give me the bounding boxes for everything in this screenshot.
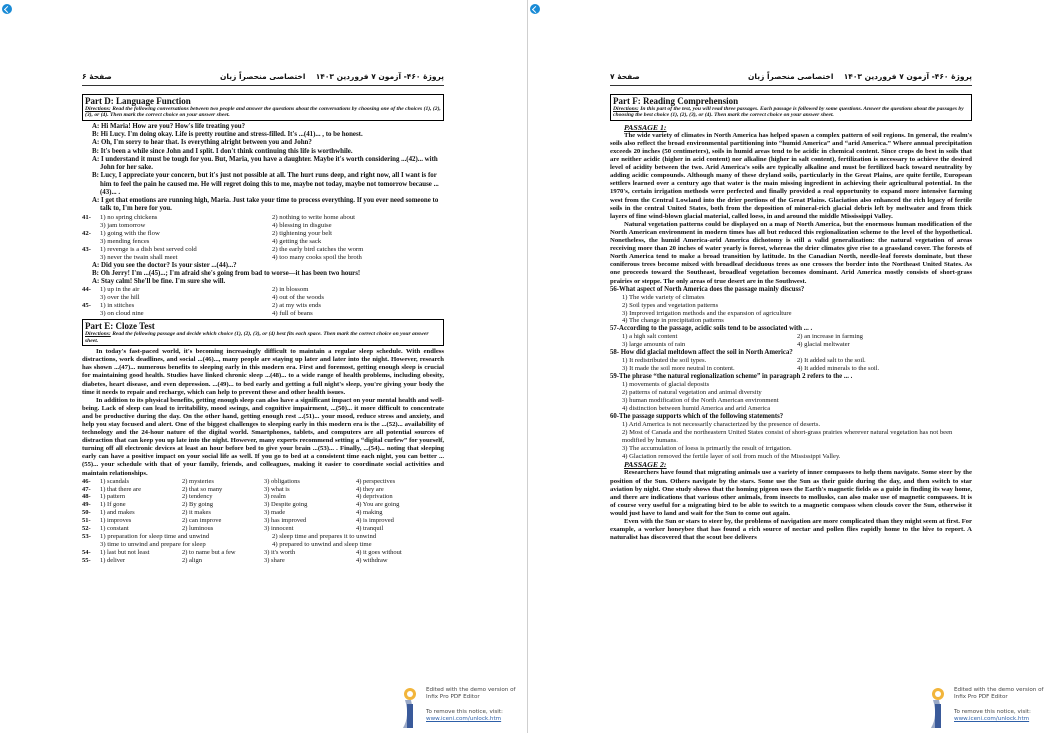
question-60: 60-The passage supports which of the following statements?: [610, 412, 784, 420]
page-content: [82, 93, 444, 565]
infix-logo-icon: [927, 686, 949, 730]
section-title: Part D: Language Function: [85, 96, 191, 106]
section-box-part-e: [82, 319, 444, 346]
q59-options: 1) movements of glacial deposits 2) patterns of natural vegetation and animal diversity 3) human modification of the North American environment 4) distinction between humid America and arid America: [622, 381, 779, 412]
passage-2-paragraph-1: Researchers have found that migrating animals use a variety of inner compasses to help them navigate. Some steer by the position of the Sun. Others navigate by the stars. Some use the Sun as their guide during the day, and then switch to star aviation by night. One study shows that the homing pigeon uses the Earth's magnetic fields as a guide in finding its way home, and there are indications that various other animals, from insects to mollusks, can also make use of magnetic compasses. It is of course very useful for a migrating bird to be able to switch to a magnetic compass when clouds cover the Sun, otherwise it would just have to land and wait for the Sun to come out again.: [610, 469, 972, 517]
cloze-paragraph-1: In today's fast-paced world, it's becoming increasingly difficult to maintain a regular sleep schedule. With endless distractions, work deadlines, and social ...(46)..., many people are staying up later and later into the night. However, research has shown ...(47)... numerous benefits to sleeping early in this modern era. First and foremost, getting enough sleep is crucial for maintaining good health. Studies have linked chronic sleep ...(48)... to a wide range of health problems, including obesity, diabetes, heart disease, and even depression. ...(49)... to bed early and getting a full night's sleep, you're giving your body the time it needs to repair and recharge, which can help to prevent these and other health issues.: [82, 348, 444, 396]
section-directions: Directions: In this part of the test, you will read three passages. Each passage is followed by some questions. Answer the questions about the passages by choosing the best choice (1), (2), (3), or (4). Then mark the correct choice on your answer sheet.: [613, 106, 964, 119]
question-53: 53- 1) preparation for sleep time and unwind 2) sleep time and prepares it to unwind 3) time to unwind and prepare for sleep 4) prepared to unwind and sleep time: [82, 532, 377, 548]
q56-options: 1) The wide variety of climates 2) Soil types and vegetation patterns 3) Improved irrigation methods and the expansion of agriculture 4) The change in precipitation patterns: [622, 293, 792, 325]
pdf-page-7: [528, 0, 1054, 733]
passage-2-label: PASSAGE 2:: [624, 460, 667, 470]
subject-label: اختصاصی منحصراً زبان: [220, 72, 306, 81]
section-box-part-f: [610, 94, 972, 121]
exam-series: پروژهٔ ۴۶۰- آزمون ۷ فروردین ۱۴۰۳: [843, 72, 972, 81]
page-content: [610, 93, 972, 542]
questions-41-43: 41- 1) no spring chickens 2) nothing to write home about 3) jam tomorrow 4) blessing in disguise 42- 1) going with the flow 2) tightening your belt 3) mending fences 4) getting the sack 43- 1) revenge is a dish best served cold 2) the early bird catches the worm 3) never the twain shall meet 4) too many cooks spoil the broth: [82, 213, 364, 261]
demo-remove-notice: To remove this notice, visit: www.iceni.com/unlock.htm: [954, 709, 1031, 722]
question-58: 58- How did glacial meltdown affect the soil in North America?: [610, 349, 793, 357]
unlock-link[interactable]: www.iceni.com/unlock.htm: [954, 715, 1030, 722]
pdf-page-6: [0, 0, 526, 733]
question-59: 59-The phrase “the natural regionalization scheme” in paragraph 2 refers to the ... .: [610, 373, 853, 381]
passage-1-paragraph-2: Natural vegetation patterns could be displayed on a map of North America, but the enormous human modification of the North American environment in modern times has all but reduced this regionalization scheme to the level of the hypothetical. Nonetheless, the humid America-arid America dichotomy is still a valid generalization: the natural vegetation of areas receiving more than 20 inches of water yearly is forest, whereas the drier climates give rise to a grassland cover. The forests of North America tend to make a broad transition by latitude. In the Canadian North, needle-leaf forests dominate, but these coniferous trees become mixed with broadleaf deciduous trees as one crosses the border into the Northeast United States. As one proceeds toward the Southeast, broadleaf vegetation becomes dominant. Arid America mostly consists of short-grass prairies or steppe. The only areas of true desert are in the Southwest.: [610, 220, 972, 285]
q60-options: 1) Arid America is not necessarily characterized by the presence of deserts. 2) Most of Canada and the northeastern United States consist of short-grass prairies wherever natural vegetation has not been modified by humans. 3) The accumulation of loess is primarily the result of irrigation. 4) Glaciation removed the fertile layer of soil from much of the Mississippi Valley.: [622, 420, 953, 460]
question-57: 57-According to the passage, acidic soils tend to be associated with ... .: [610, 325, 813, 333]
page-number: صفحهٔ ۷: [610, 72, 640, 81]
page-header: [82, 70, 444, 86]
cloze-paragraph-2: In addition to its physical benefits, getting enough sleep can also have a significant impact on your mental health and well-being. Lack of sleep can lead to irritability, mood swings, and cognitive impairment, ...(50)... it more difficult to concentrate and be productive during the day. On the other hand, getting enough rest ...(51)... your mood, reduce stress and anxiety, and help you stay focused and alert. One of the biggest challenges to sleeping early in this modern era is the ...(52)... availability of technology and the 24-hour nature of the digital world. Smartphones, tablets, and computers are all potential sources of distraction that can keep you up late into the night. However, many experts recommend setting a “digital curfew” for yourself, turning off all electronic devices at least an hour before bed to give your brain ...(53)... . Finally, ...(54)... noting that sleeping early can have a positive impact on your social life as well. If you go to bed at a consistent time each night, you can better ...(55)... your schedule with that of your family, friends, and colleagues, making it easier to coordinate social activities and maintain relationships.: [82, 396, 444, 477]
passage-1-label: PASSAGE 1:: [624, 122, 667, 132]
exam-series: پروژهٔ ۴۶۰- آزمون ۷ فروردین ۱۴۰۳: [315, 72, 444, 81]
question-56: 56-What aspect of North America does the passage mainly discuss?: [610, 285, 805, 293]
unlock-link[interactable]: www.iceni.com/unlock.htm: [426, 715, 502, 722]
demo-watermark: [399, 686, 525, 730]
conversation-2: A: Did you see the doctor? Is your sister ...(44)...? B: Oh Jerry! I'm ...(45)...; I'm afraid she's going from bad to worse—it has been two hours! A: Stay calm! She'll be fine. I'm sure she will.: [92, 261, 361, 286]
passage-1-paragraph-1: The wide variety of climates in North America has helped spawn a complex pattern of soil regions. In general, the realm's soils also reflect the broad environmental partitioning into “humid America” and “arid America.” Where annual precipitation exceeds 20 inches (50 centimeters), soils in humid areas tend to be acidic in chemical content. Since crops do best in soils that are neither acidic (higher in acid content) nor alkaline (higher in salt content), fertilization is necessary to achieve the desired level of acidity between the two. Arid America's soils are typically alkaline and must be fertilized back toward neutrality by adding acidic compounds. Although many of these dryland soils, particularly in the Great Plains, are quite fertile, European settlers learned over a century ago that water is the main missing ingredient in achieving their agricultural potential. In the 1970's, certain irrigation methods were perfected and finally provided a real opportunity to expand more intensive farming west from the Central Lowland into the drier portions of the Great Plains. Glaciation also enhanced the rich legacy of fertile soils in the central United States, both from the deposition of mineral-rich glacial debris left by meltwater and from thick layers of fine wind-blown glacial material, called loess, in and around the middle Mississippi Valley.: [610, 131, 972, 220]
questions-46-52: 46- 1) scandals 2) mysteries 3) obligations 4) perspectives 47- 1) that there are 2) that so many 3) what is 4) they are 48- 1) pattern 2) tendency 3) realm 4) deprivation 49- 1) If gone 2) By going 3) Despite going 4) You are going 50- 1) and makes 2) it makes 3) made 4) making 51- 1) improves 2) can improve 3) has improved 4) is improved 52- 1) constant 2) luminous 3) innocent 4) tranquil: [82, 477, 400, 533]
demo-notice: Edited with the demo version of Infix Pro PDF Editor: [954, 687, 1044, 700]
demo-notice: Edited with the demo version of Infix Pro PDF Editor: [426, 687, 516, 700]
infix-logo-icon: [399, 686, 421, 730]
section-directions: Directions: Read the following passage and decide which choice (1), (2), (3), or (4) best fits each space. Then mark the correct choice on your answer sheet.: [85, 331, 429, 344]
section-title: Part E: Cloze Test: [85, 321, 155, 332]
questions-44-45: 44- 1) up in the air 2) in blossom 3) over the hill 4) out of the woods 45- 1) in stitches 2) at my wits ends 3) on cloud nine 4) full of beans: [82, 286, 325, 318]
demo-watermark: [927, 686, 1053, 730]
questions-54-55: 54- 1) last but not least 2) to name but a few 3) it's worth 4) it goes without 55- 1) deliver 2) align 3) share 4) withdraw: [82, 548, 402, 564]
q58-options: 1) It redistributed the soil types. 2) It added salt to the soil. 3) It made the soil more neutral in content. 4) It added minerals to the soil.: [622, 357, 880, 373]
bookmark-icon[interactable]: [530, 4, 540, 14]
section-directions: Directions: Read the following conversations between two people and answer the questions about the conversations by choosing one of the choices (1), (2), (3), or (4). Then mark the correct choice on your answer sheet.: [85, 106, 441, 119]
section-title: Part F: Reading Comprehension: [613, 96, 739, 106]
page-number: صفحهٔ ۶: [82, 72, 112, 81]
passage-2-paragraph-2: Even with the Sun or stars to steer by, the problems of navigation are more complicated than they might seem at first. For example, a worker honeybee that has found a rich source of nectar and pollen flies rapidly home to the hive to report. A naturalist has discovered that the scout bee delivers: [610, 518, 972, 542]
bookmark-icon[interactable]: [2, 4, 12, 14]
section-box-part-d: [82, 94, 444, 121]
conversation-1: A: Hi Maria! How are you? How's life treating you? B: Hi Lucy. I'm doing okay. Life is pretty routine and stress-filled. It's ...(41)... , to be honest. A: Oh, I'm sorry to hear that. Is everything alright between you and John? B: It's been a while since John and I split. I don't think continuing this life is worthwhile. A: I understand it must be tough for you. But, Maria, you have a daughter. Maybe it's worth considering ...(42)... with John for her sake. B: Lucy, I appreciate your concern, but it's just not possible at all. The hurt runs deep, and right now, all I want is for him to feel the pain he caused me. He will regret doing this to me, maybe not today, maybe not tomorrow because ...(43)... . A: I get that emotions are running high, Maria. Just take your time to process everything. If you ever need someone to talk to, I'm here for you.: [92, 122, 439, 213]
subject-label: اختصاصی منحصراً زبان: [748, 72, 834, 81]
q57-options: 1) a high salt content 2) an increase in farming 3) large amounts of rain 4) glacial meltwater: [622, 333, 863, 349]
demo-remove-notice: To remove this notice, visit: www.iceni.com/unlock.htm: [426, 709, 503, 722]
page-header: [610, 70, 972, 86]
